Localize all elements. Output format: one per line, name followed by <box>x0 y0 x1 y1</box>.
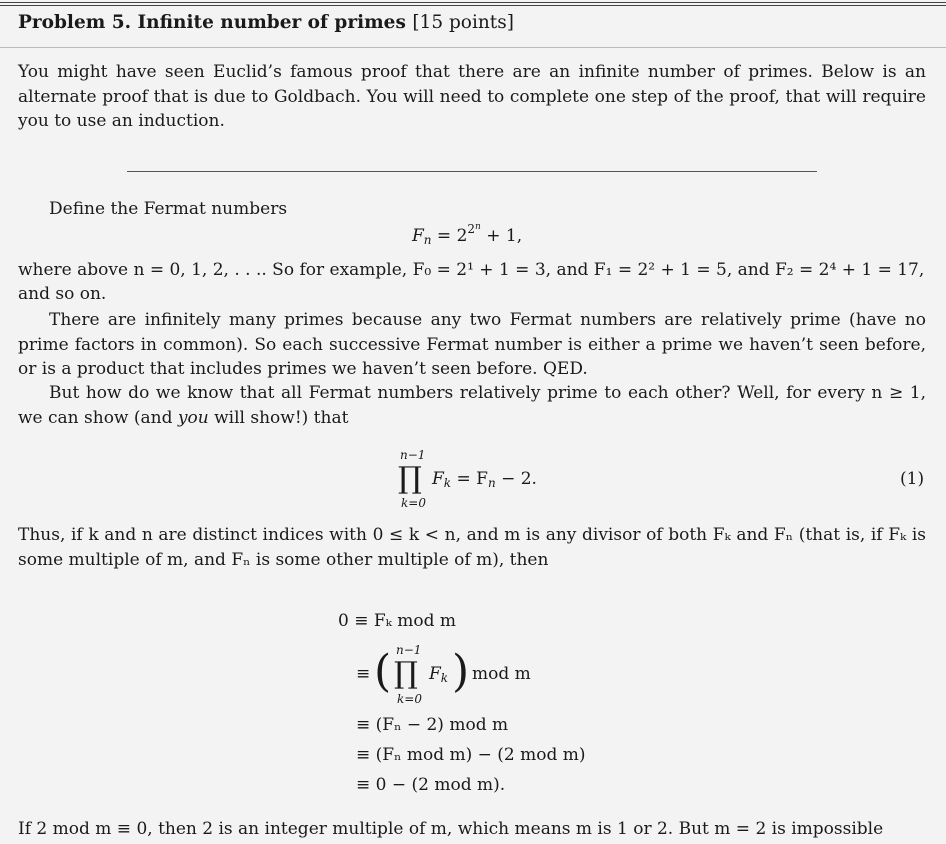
derivation-line-3: ≡ (Fₙ − 2) mod m <box>356 715 509 735</box>
derivation-product-body: $F_k$ <box>429 664 449 685</box>
intro-paragraph: You might have seen Euclid’s famous proof that there are an infinite number of primes. Below is an alternate proof that is due to Goldbach. You will need to complete one step of the proof, that will require you to use an induction. <box>18 62 926 131</box>
top-rule-2 <box>0 5 946 6</box>
eq1-upper-limit: n−1 <box>400 448 426 462</box>
define-line: Define the Fermat numbers <box>49 199 288 219</box>
problem-title: Problem 5. Infinite number of primes [15 points] <box>18 12 514 33</box>
infinite-primes-paragraph: There are infinitely many primes because any two Fermat numbers are relatively prime (have no prime factors in common). So each successive Fermat number is either a prime we haven’t seen before, or is a product that includes primes we haven’t seen before. QED. <box>18 310 926 379</box>
section-rule <box>0 47 946 48</box>
where-line: where above n = 0, 1, 2, . . .. So for example, F₀ = 2¹ + 1 = 3, and F₁ = 2² + 1 = 5, and F₂ = 2⁴ + 1 = 17, <box>18 260 925 280</box>
equation-number: (1) <box>900 469 925 489</box>
where-line-2: and so on. <box>18 284 107 304</box>
separator-rule <box>127 171 817 172</box>
right-paren: ) <box>452 646 470 697</box>
emphasis-you: you <box>177 407 209 428</box>
derivation-upper-limit: n−1 <box>396 643 422 657</box>
eq1-product-symbol: ∏ <box>398 461 422 496</box>
derivation-line-2: mod m <box>472 664 531 684</box>
top-rule <box>0 2 946 3</box>
derivation-line-5: ≡ 0 − (2 mod m). <box>356 775 506 795</box>
fermat-definition: $F_n = 2^{2^n} + 1$, <box>412 222 523 247</box>
eq1-body: $F_k = F_n - 2$. <box>432 469 537 490</box>
problem-points: [15 points] <box>412 12 514 33</box>
derivation-product-symbol: ∏ <box>394 656 418 691</box>
derivation-equiv: ≡ <box>356 664 371 684</box>
derivation-line-4: ≡ (Fₙ mod m) − (2 mod m) <box>356 745 586 765</box>
eq1-lower-limit: k=0 <box>401 496 426 510</box>
thus-paragraph: Thus, if k and n are distinct indices with 0 ≤ k < n, and m is any divisor of both Fₖ and Fₙ (that is, if Fₖ is some multiple of m, and Fₙ is some other multiple of m), then <box>18 525 926 570</box>
but-paragraph: But how do we know that all Fermat numbers relatively prime to each other? Well, for every n ≥ 1, we can show (and you will show!) that <box>18 383 926 428</box>
last-line: If 2 mod m ≡ 0, then 2 is an integer multiple of m, which means m is 1 or 2. But m = 2 is impossible <box>18 819 884 839</box>
derivation-line-1: 0 ≡ Fₖ mod m <box>338 611 457 631</box>
derivation-lower-limit: k=0 <box>397 692 422 706</box>
left-paren: ( <box>374 646 392 697</box>
